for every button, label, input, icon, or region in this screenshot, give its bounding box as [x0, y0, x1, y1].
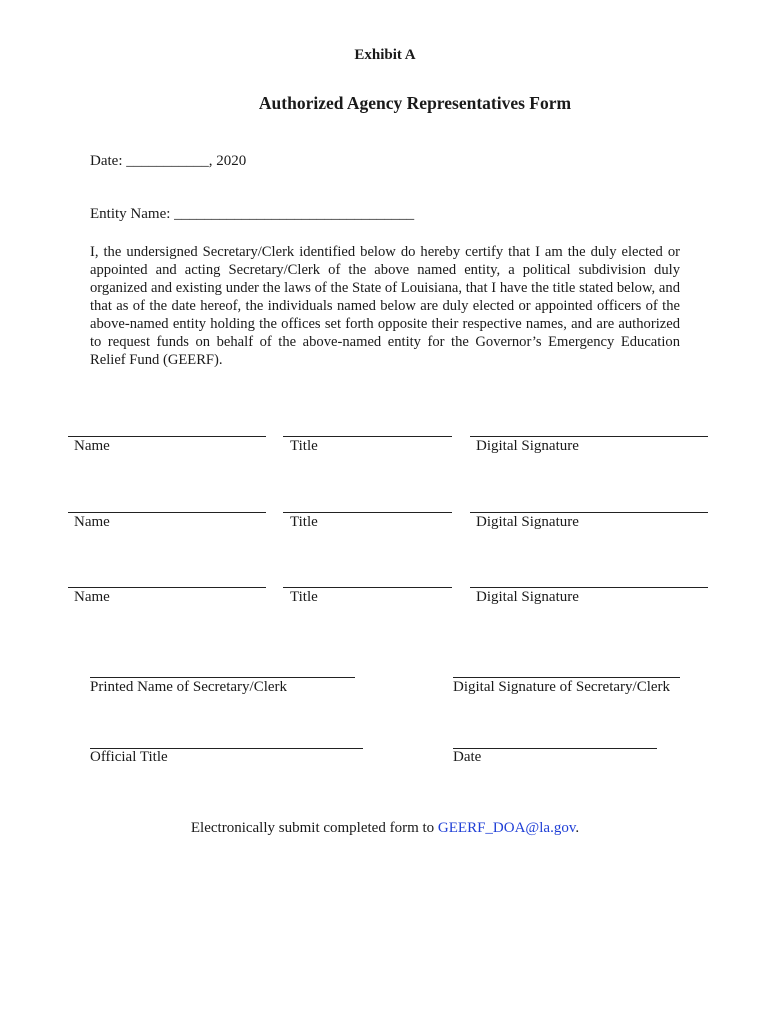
submit-text: Electronically submit completed form to: [190, 820, 438, 836]
signature-label-2: Digital Signature: [476, 514, 579, 530]
title-label-3: Title: [290, 589, 318, 605]
signature-line-2[interactable]: [470, 512, 708, 513]
exhibit-heading: Exhibit A: [354, 47, 416, 63]
title-line-3[interactable]: [283, 587, 452, 588]
date-line[interactable]: [453, 748, 657, 749]
certification-paragraph: I, the undersigned Secretary/Clerk identified below do hereby certify that I am the duly elected or appointed and acting Secretary/Clerk of the above named entity, a political subdivision duly organized and existing under the laws of the State of Louisiana, that I have the title stated below, and that as of the date hereof, the individuals named below are duly elected or appointed officers of the above-named entity holding the offices set forth opposite their respective names, and are authorized to request funds on behalf of the above-named entity for the Governor’s Emergency Education Relief Fund (GEERF).: [90, 244, 680, 368]
signature-line-1[interactable]: [470, 436, 708, 437]
clerk-signature-label: Digital Signature of Secretary/Clerk: [453, 679, 671, 695]
name-label-3: Name: [74, 589, 110, 605]
signature-line-3[interactable]: [470, 587, 708, 588]
date-field[interactable]: Date: ___________, 2020: [90, 153, 247, 169]
name-label-1: Name: [74, 438, 110, 454]
submit-instructions: [0, 820, 770, 837]
entity-name-field[interactable]: Entity Name: ________________________________: [90, 206, 415, 222]
title-line-1[interactable]: [283, 436, 452, 437]
title-line-2[interactable]: [283, 512, 452, 513]
printed-name-line[interactable]: [90, 677, 355, 678]
clerk-signature-line[interactable]: [453, 677, 680, 678]
official-title-label: Official Title: [90, 749, 168, 765]
name-line-1[interactable]: [68, 436, 266, 437]
form-title: Authorized Agency Representatives Form: [258, 93, 572, 113]
signature-label-1: Digital Signature: [476, 438, 579, 454]
email-link[interactable]: GEERF_DOA@la.gov: [437, 820, 576, 836]
printed-name-label: Printed Name of Secretary/Clerk: [90, 679, 288, 695]
title-label-2: Title: [290, 514, 318, 530]
title-label-1: Title: [290, 438, 318, 454]
signature-label-3: Digital Signature: [476, 589, 579, 605]
submit-period: .: [575, 820, 580, 836]
date-label: Date: [453, 749, 482, 765]
name-label-2: Name: [74, 514, 110, 530]
name-line-3[interactable]: [68, 587, 266, 588]
name-line-2[interactable]: [68, 512, 266, 513]
